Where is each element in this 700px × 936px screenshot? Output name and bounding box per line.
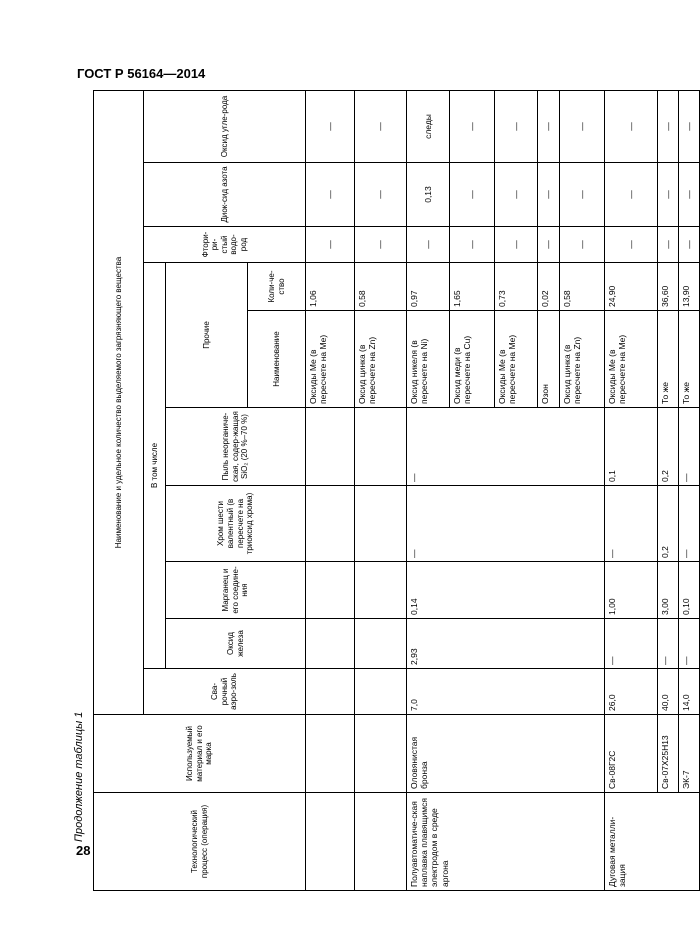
cell-other-name: Оксид меди (в пересчете на Cu) bbox=[450, 311, 495, 408]
header-aerosol: Сва-рочный аэро-золь bbox=[144, 669, 306, 715]
cell-fe: 2,93 bbox=[407, 619, 605, 669]
cell-other-qty: 0,02 bbox=[538, 263, 560, 311]
cell-no2: — bbox=[538, 163, 560, 227]
cell-process bbox=[306, 793, 355, 891]
table-row bbox=[407, 91, 450, 891]
cell-no2: — bbox=[450, 163, 495, 227]
cell-hf: — bbox=[658, 227, 679, 263]
table-continuation-caption: Продолжение таблицы 1 bbox=[73, 711, 85, 842]
cell-no2: — bbox=[560, 163, 605, 227]
cell-other-name: Оксид цинка (в пересчете на Zn) bbox=[355, 311, 407, 408]
cell-process: Полуавтоматиче-ская наплавка плавящимся электродом в среде аргона bbox=[407, 793, 605, 891]
cell-fe bbox=[306, 619, 355, 669]
cell-other-qty: 1,65 bbox=[450, 263, 495, 311]
cell-fe: — bbox=[679, 619, 700, 669]
cell-no2: — bbox=[495, 163, 538, 227]
cell-co: — bbox=[538, 91, 560, 163]
cell-dust: — bbox=[407, 408, 605, 486]
rotated-table-wrapper bbox=[93, 91, 694, 891]
cell-mn: 0,14 bbox=[407, 562, 605, 619]
cell-co: — bbox=[560, 91, 605, 163]
cell-cr: — bbox=[605, 486, 658, 562]
cell-process: Дуговая металли-зация bbox=[605, 793, 700, 891]
cell-other-name: Оксиды Ме (в пересчете на Ме) bbox=[605, 311, 658, 408]
cell-other-qty: 13,90 bbox=[679, 263, 700, 311]
cell-cr bbox=[355, 486, 407, 562]
cell-cr: — bbox=[407, 486, 605, 562]
cell-co: — bbox=[355, 91, 407, 163]
cell-hf: — bbox=[355, 227, 407, 263]
cell-dust: — bbox=[679, 408, 700, 486]
cell-hf: — bbox=[450, 227, 495, 263]
cell-no2: — bbox=[658, 163, 679, 227]
cell-hf: — bbox=[306, 227, 355, 263]
cell-no2: — bbox=[605, 163, 658, 227]
cell-dust: 0,1 bbox=[605, 408, 658, 486]
cell-aerosol: 26,0 bbox=[605, 669, 658, 715]
cell-other-qty: 0,97 bbox=[407, 263, 450, 311]
cell-no2: 0,13 bbox=[407, 163, 450, 227]
cell-aerosol: 14,0 bbox=[679, 669, 700, 715]
cell-aerosol: 7,0 bbox=[407, 669, 605, 715]
cell-hf: — bbox=[605, 227, 658, 263]
cell-other-qty: 24,90 bbox=[605, 263, 658, 311]
cell-process bbox=[355, 793, 407, 891]
cell-fe bbox=[355, 619, 407, 669]
table-row bbox=[605, 91, 658, 891]
cell-other-qty: 1,06 bbox=[306, 263, 355, 311]
table-row bbox=[306, 91, 355, 891]
cell-dust bbox=[306, 408, 355, 486]
cell-no2: — bbox=[679, 163, 700, 227]
cell-other-name: То же bbox=[679, 311, 700, 408]
cell-cr bbox=[306, 486, 355, 562]
cell-other-name: Оксид никеля (в пересчете на Ni) bbox=[407, 311, 450, 408]
header-substances: Наименование и удельное количество выделяемого загрязняющего вещества bbox=[94, 91, 144, 715]
cell-mn: 1,00 bbox=[605, 562, 658, 619]
cell-co: — bbox=[679, 91, 700, 163]
cell-aerosol bbox=[355, 669, 407, 715]
table-row bbox=[355, 91, 407, 891]
cell-other-qty: 0,58 bbox=[560, 263, 605, 311]
cell-material: Св-08Г2С bbox=[605, 715, 658, 793]
cell-no2: — bbox=[355, 163, 407, 227]
cell-other-qty: 0,58 bbox=[355, 263, 407, 311]
cell-co: — bbox=[495, 91, 538, 163]
cell-no2: — bbox=[306, 163, 355, 227]
cell-other-qty: 36,60 bbox=[658, 263, 679, 311]
cell-hf: — bbox=[679, 227, 700, 263]
cell-co: — bbox=[658, 91, 679, 163]
table-row bbox=[658, 91, 679, 891]
cell-material bbox=[355, 715, 407, 793]
cell-hf: — bbox=[538, 227, 560, 263]
cell-cr: 0,2 bbox=[658, 486, 679, 562]
standard-number: ГОСТ Р 56164—2014 bbox=[77, 66, 206, 81]
cell-material: Св-07Х25Н13 bbox=[658, 715, 679, 793]
cell-other-name: Оксиды Ме (в пересчете на Ме) bbox=[495, 311, 538, 408]
cell-aerosol: 40,0 bbox=[658, 669, 679, 715]
header-co: Оксид угле-рода bbox=[144, 91, 306, 163]
cell-co: — bbox=[450, 91, 495, 163]
cell-other-name: Оксиды Ме (в пересчете на Ме) bbox=[306, 311, 355, 408]
cell-mn: 3,00 bbox=[658, 562, 679, 619]
cell-aerosol bbox=[306, 669, 355, 715]
table-row bbox=[679, 91, 700, 891]
header-name: Наименование bbox=[248, 311, 306, 408]
cell-fe: — bbox=[605, 619, 658, 669]
header-qty: Коли-че-ство bbox=[248, 263, 306, 311]
header-process: Технологический процесс (операция) bbox=[94, 793, 306, 891]
header-mn: Марганец и его соедине-ния bbox=[166, 562, 306, 619]
cell-hf: — bbox=[560, 227, 605, 263]
cell-material: Оловянистая бронза bbox=[407, 715, 605, 793]
cell-co: — bbox=[605, 91, 658, 163]
cell-fe: — bbox=[658, 619, 679, 669]
cell-other-name: Озон bbox=[538, 311, 560, 408]
cell-dust: 0,2 bbox=[658, 408, 679, 486]
cell-dust bbox=[355, 408, 407, 486]
header-cr: Хром шести валентный (в пересчете на триоксид хрома) bbox=[166, 486, 306, 562]
cell-other-qty: 0,73 bbox=[495, 263, 538, 311]
cell-mn: 0,10 bbox=[679, 562, 700, 619]
emissions-table bbox=[93, 90, 700, 891]
page-number: 28 bbox=[76, 843, 91, 858]
cell-other-name: То же bbox=[658, 311, 679, 408]
cell-cr: — bbox=[679, 486, 700, 562]
header-other: Прочие bbox=[166, 263, 248, 408]
header-dust: Пыль неорганиче-ская, содер-жащая SiO₂ (20 %–70 %) bbox=[166, 408, 306, 486]
header-hf: Фтори-ри-стый водо-род bbox=[144, 227, 306, 263]
cell-mn bbox=[306, 562, 355, 619]
cell-hf: — bbox=[495, 227, 538, 263]
cell-mn bbox=[355, 562, 407, 619]
header-material: Используемый материал и его марка bbox=[94, 715, 306, 793]
cell-material: ЭК-7 bbox=[679, 715, 700, 793]
cell-co: следы bbox=[407, 91, 450, 163]
cell-material bbox=[306, 715, 355, 793]
header-no2: Диок-сид азота bbox=[144, 163, 306, 227]
cell-hf: — bbox=[407, 227, 450, 263]
header-fe: Оксид железа bbox=[166, 619, 306, 669]
header-row-1 bbox=[94, 91, 144, 891]
cell-other-name: Оксид цинка (в пересчете на Zn) bbox=[560, 311, 605, 408]
header-including: В том числе bbox=[144, 263, 166, 669]
cell-co: — bbox=[306, 91, 355, 163]
